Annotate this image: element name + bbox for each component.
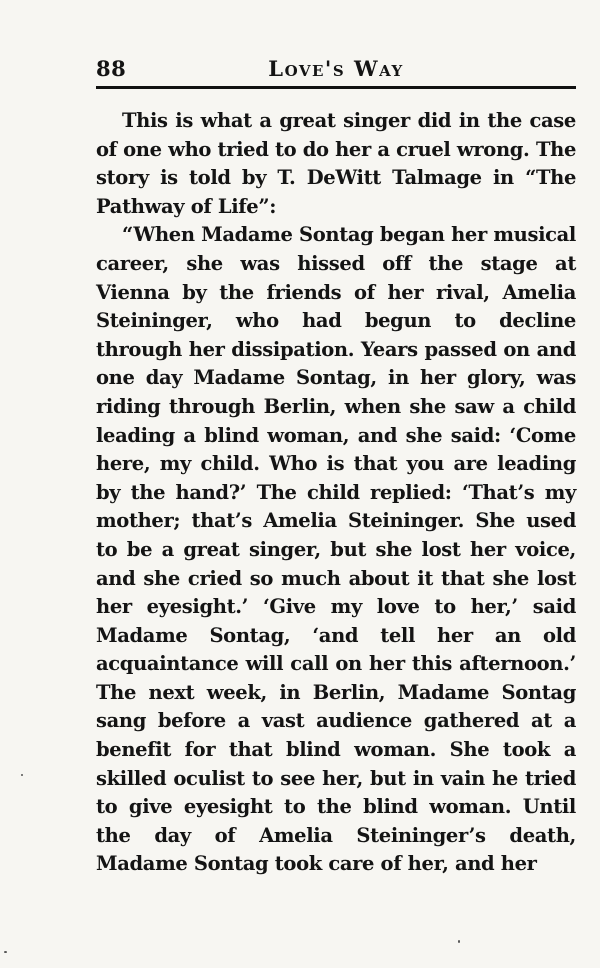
paragraph-1: This is what a great singer did in the case of one who tried to do her a cruel wrong. The story is told by T. DeWitt Talmage in “The Pathway of Life”: — [96, 109, 576, 218]
page-speck — [4, 951, 7, 953]
page-number: 88 — [96, 56, 127, 81]
page-speck — [458, 940, 460, 943]
running-title: Love's Way — [268, 56, 404, 81]
running-head — [96, 52, 576, 84]
book-page — [96, 52, 576, 879]
body-text — [96, 107, 576, 879]
page-speck — [21, 774, 23, 776]
paragraph-2: “When Madame Sontag began her musical career, she was hissed off the stage at Vienna by the friends of her rival, Amelia Steininger, who had begun to decline through her dissipation. Years passed on and one day Madame Sontag, in her glory, was riding through Berlin, when she saw a child leading a blind woman, and she said: ‘Come here, my child. Who is that you are leading by the hand?’ The child replied: ‘That’s my mother; that’s Amelia Steininger. She used to be a great singer, but she lost her voice, and she cried so much about it that she lost her eyesight.’ ‘Give my love to her,’ said Madame Sontag, ‘and tell her an old acquaintance will call on her this afternoon.’ The next week, in Berlin, Madame Sontag sang before a vast audience gathered at a benefit for that blind woman. She took a skilled oculist to see her, but in vain he tried to give eyesight to the blind woman. Until the day of Amelia Steininger’s death, Madame Sontag took care of her, and her — [96, 223, 576, 876]
header-rule — [96, 86, 576, 89]
